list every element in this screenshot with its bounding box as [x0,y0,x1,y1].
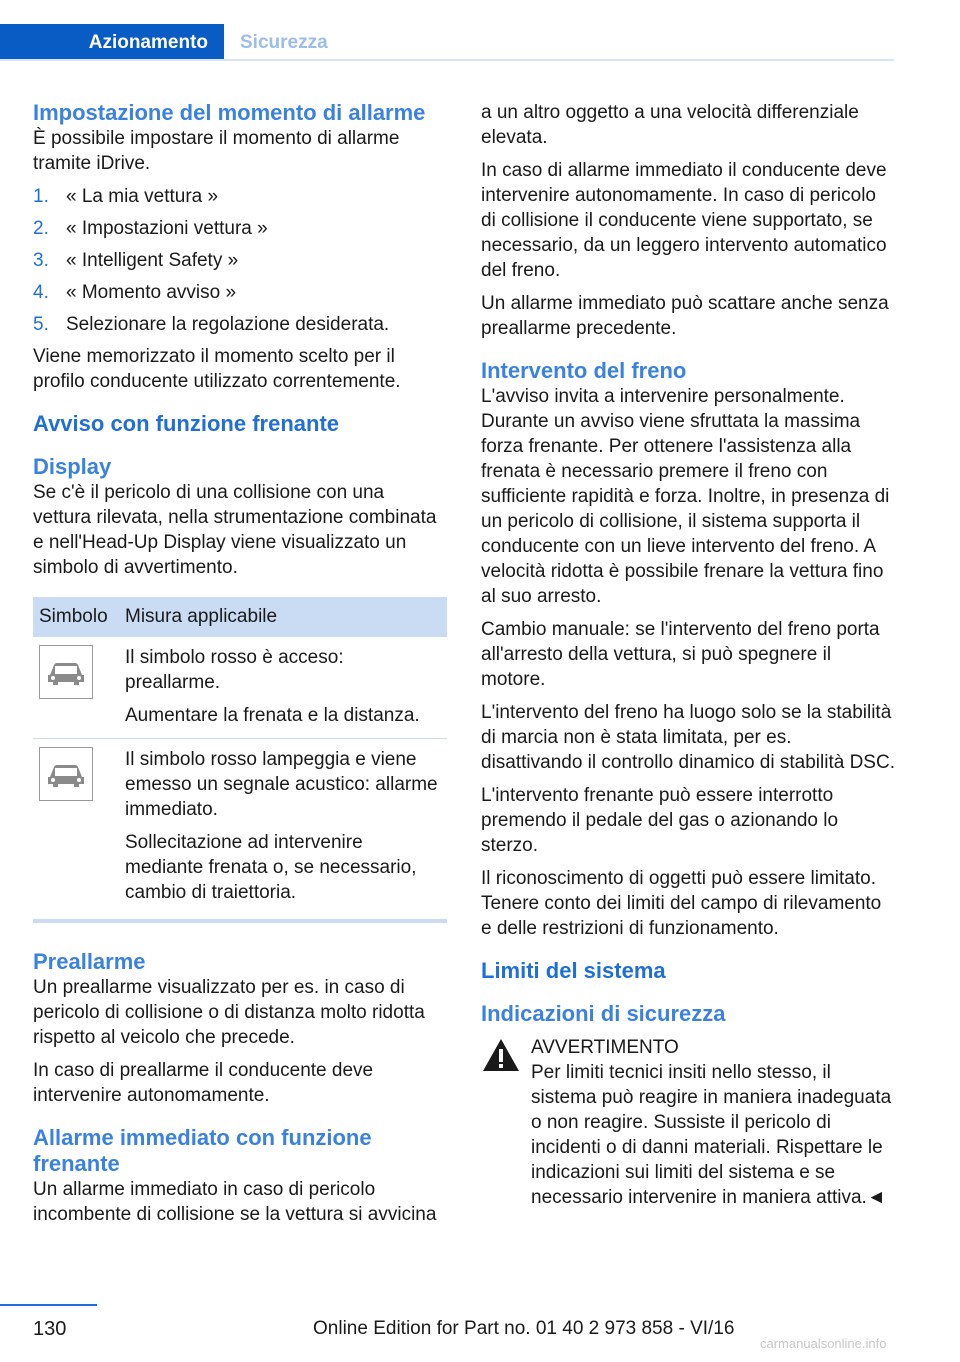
watermark: carmanualsonline.info [760,1336,887,1351]
step-item: 2. « Impostazioni vettura » [33,218,268,239]
warning-triangle-icon [481,1037,521,1078]
text-freno-4: L'intervento frenante può essere interrotto premendo il pedale del gas o azionando lo sterzo. [481,785,839,856]
footer-rule [0,1304,97,1306]
text-preallarme-2: In caso di preallarme il conducente deve intervenire autonomamente. [33,1060,374,1106]
text-memorizzato: Viene memorizzato il momento scelto per il profilo conducente utilizzato correntemente. [33,346,401,392]
warning-text: Per limiti tecnici insiti nello stesso, il sistema può reagire in maniera inadeguata o non reagire. Sussiste il pericolo di incidenti o di danni materiali. Rispettare le indicazioni sui limiti del sistema e se necessario intervenire in maniera attiva.◄ [531,1062,892,1208]
text-scattare: Un allarme immediato può scattare anche senza preallarme precedente. [481,293,889,339]
step-list [33,184,447,337]
step-item: 1. « La mia vettura » [33,186,219,207]
car-warning-icon [39,645,93,699]
text-preallarme-1: Un preallarme visualizzato per es. in caso di pericolo di collisione o di distanza molto ridotta rispetto al veicolo che precede. [33,977,425,1048]
edition-text: Online Edition for Part no. 01 40 2 973 858 - VI/16 [313,1318,735,1339]
page-number: 130 [33,1318,67,1340]
text-continuation: a un altro oggetto a una velocità differenziale elevata. [481,102,859,148]
table-row [33,739,447,916]
step-item: 4. « Momento avviso » [33,282,237,303]
warning-title: AVVERTIMENTO [531,1037,679,1058]
text-immediato: Un allarme immediato in caso di pericolo incombente di collisione se la vettura si avvicina [33,1179,437,1225]
cell-sollecitazione: Sollecitazione ad intervenire mediante frenata o, se necessario, cambio di traiettoria. [125,832,417,903]
heading-avviso: Avviso con funzione frenante [33,411,340,436]
table-row [33,637,447,739]
table-header-simbolo: Simbolo [33,597,119,637]
text-freno-1: L'avviso invita a intervenire personalmente. Durante un avviso viene sfruttata la massima forza frenante. Per ottenere l'assistenza alla frenata è necessario premere il freno con sufficiente rapidità e forza. Inoltre, in presenza di un pericolo di collisione, il sistema supporta il conducente con un lieve intervento del freno. A velocità ridotta è possibile frenare la vettura fino al suo arresto. [481,386,890,607]
text-impostazione: È possibile impostare il momento di allarme tramite iDrive. [33,128,400,174]
heading-indicazioni: Indicazioni di sicurezza [481,1001,726,1026]
heading-immediato: Allarme immediato con funzione frenante [33,1125,372,1176]
header-divider [0,59,894,61]
text-display: Se c'è il pericolo di una collisione con una vettura rilevata, nella strumentazione combinata e nell'Head-Up Display viene visualizzato un simbolo di avvertimento. [33,482,437,578]
table-header-misura: Misura applicabile [119,597,447,637]
cell-lampeggia: Il simbolo rosso lampeggia e viene emesso un segnale acustico: allarme immediato. [125,749,438,820]
symbol-table [33,597,447,915]
tab-sicurezza[interactable]: Sicurezza [240,32,328,53]
heading-freno: Intervento del freno [481,358,687,383]
text-freno-2: Cambio manuale: se l'intervento del freno porta all'arresto della vettura, si può spegnere il motore. [481,619,880,690]
heading-preallarme: Preallarme [33,949,146,974]
right-column [481,100,895,1210]
heading-display: Display [33,454,112,479]
cell-aumentare: Aumentare la frenata e la distanza. [125,705,420,726]
heading-limiti: Limiti del sistema [481,958,666,983]
tab-azionamento[interactable]: Azionamento [0,24,224,61]
car-warning-flashing-icon [39,747,93,801]
text-freno-5: Il riconoscimento di oggetti può essere limitato. Tenere conto dei limiti del campo di rilevamento e delle restrizioni di funzionamento. [481,868,882,939]
step-item: 3. « Intelligent Safety » [33,250,239,271]
step-item: 5. Selezionare la regolazione desiderata. [33,314,390,335]
text-freno-3: L'intervento del freno ha luogo solo se la stabilità di marcia non è stata limitata, per es. disattivando il controllo dinamico di stabilità DSC. [481,702,895,773]
warning-block [481,1035,895,1210]
text-conducente: In caso di allarme immediato il conducente deve intervenire autonomamente. In caso di pericolo di collisione il conducente viene supportato, se necessario, da un leggero intervento automatico del freno. [481,160,887,281]
top-tab-bar [0,0,894,62]
heading-impostazione: Impostazione del momento di allarme [33,100,426,125]
left-column [33,100,447,1227]
cell-preallarme: Il simbolo rosso è acceso: preallarme. [125,647,344,693]
